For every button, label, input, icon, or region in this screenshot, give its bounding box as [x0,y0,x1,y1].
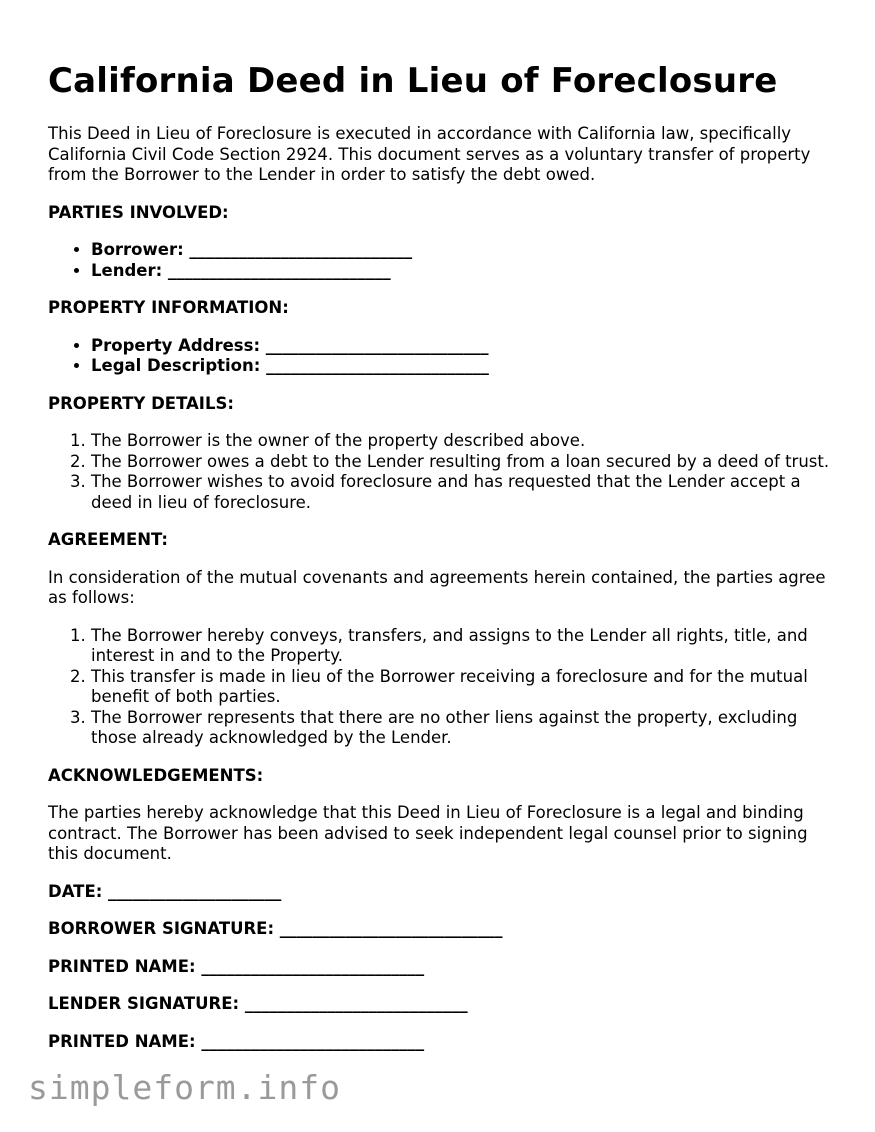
acknowledgements-text: The parties hereby acknowledge that this Deed in Lieu of Foreclosure is a legal and binding contract. The Borrower has been advised to seek independent legal counsel prior to signing this document. [48,803,808,863]
borrower-field: • Borrower: ___________________________ [91,240,838,261]
property-details-list [48,431,838,513]
list-item: 3. The Borrower represents that there are no other liens against the property, excluding those already acknowledged by the Lender. [91,708,838,749]
property-address-field: • Property Address: ___________________________ [91,336,838,357]
legal-description-field: • Legal Description: ___________________________ [91,356,838,377]
document-page [48,58,838,1069]
borrower-printed-name-field: PRINTED NAME: ___________________________ [48,956,425,976]
property-info-heading: PROPERTY INFORMATION: [48,298,289,317]
borrower-signature-field: BORROWER SIGNATURE: ___________________________ [48,919,503,938]
watermark: simpleform.info [28,1068,342,1107]
property-details-heading: PROPERTY DETAILS: [48,393,234,413]
list-item: 1. The Borrower is the owner of the property described above. [91,431,838,452]
lender-signature-field: LENDER SIGNATURE: ___________________________ [48,994,468,1013]
lender-field: • Lender: ___________________________ [91,261,838,282]
agreement-heading: AGREEMENT: [48,530,169,549]
acknowledgements-heading: ACKNOWLEDGEMENTS: [48,765,264,785]
parties-list [48,240,838,281]
property-info-list [48,336,838,377]
list-item: 2. This transfer is made in lieu of the Borrower receiving a foreclosure and for the mutual benefit of both parties. [91,667,838,708]
intro-paragraph: This Deed in Lieu of Foreclosure is executed in accordance with California law, specifically California Civil Code Section 2924. This document serves as a voluntary transfer of property from the Borrower to the Lender in order to satisfy the debt owed. [48,124,811,184]
list-item: 2. The Borrower owes a debt to the Lender resulting from a loan secured by a deed of trust. [91,452,838,473]
agreement-intro: In consideration of the mutual covenants and agreements herein contained, the parties agree as follows: [48,567,826,607]
list-item: 1. The Borrower hereby conveys, transfers, and assigns to the Lender all rights, title, and interest in and to the Property. [91,626,838,667]
date-field: DATE: _____________________ [48,881,282,901]
lender-printed-name-field: PRINTED NAME: ___________________________ [48,1031,425,1051]
document-title: California Deed in Lieu of Foreclosure [48,61,778,101]
parties-heading: PARTIES INVOLVED: [48,202,229,222]
list-item: 3. The Borrower wishes to avoid foreclosure and has requested that the Lender accept a deed in lieu of foreclosure. [91,472,838,513]
agreement-list [48,626,838,749]
